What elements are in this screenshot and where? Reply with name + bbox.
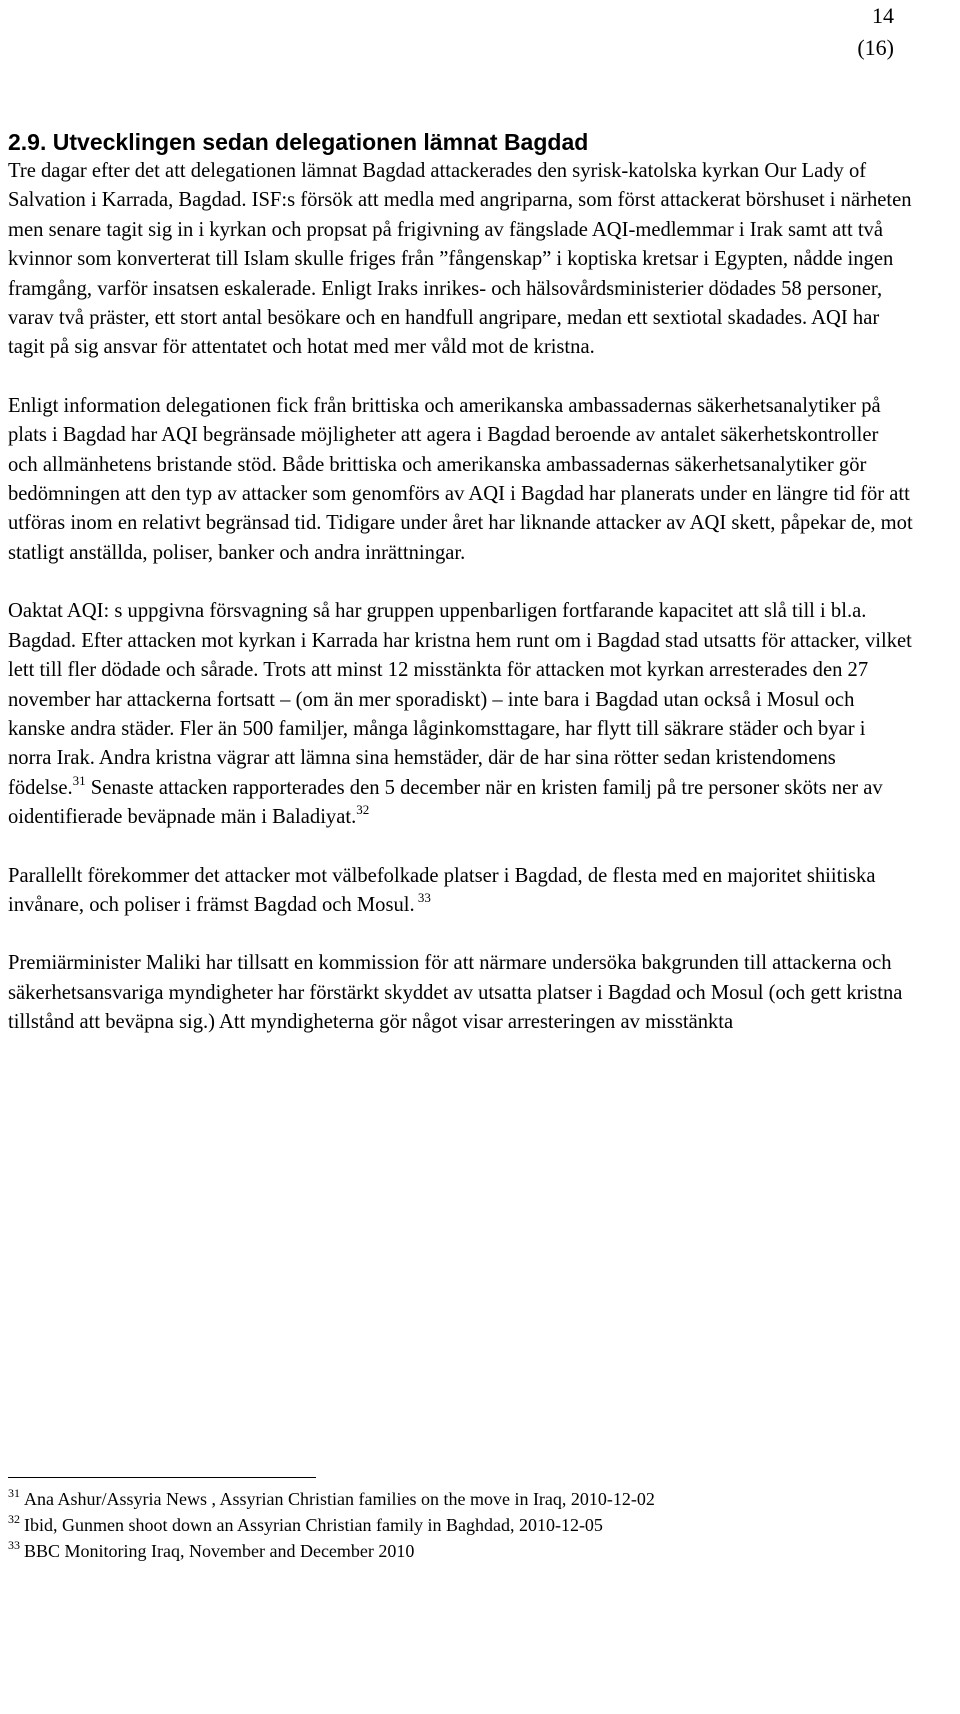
footnote-text: BBC Monitoring Iraq, November and December 2010 <box>24 1541 415 1561</box>
body-text <box>8 157 913 1067</box>
footnote-33 <box>8 1538 938 1564</box>
paragraph-aqi-capacity <box>8 597 913 832</box>
paragraph-parallel-attacks-text: Parallellt förekommer det attacker mot välbefolkade platser i Bagdad, de flesta med en majoritet shiitiska invånare, och poliser i främst Bagdad och Mosul. <box>8 864 876 916</box>
footnote-mark: 31 <box>8 1486 20 1500</box>
footnote-text: Ana Ashur/Assyria News , Assyrian Christian families on the move in Iraq, 2010-12-02 <box>24 1489 655 1509</box>
page-number-total: (16) <box>857 35 894 60</box>
page-number <box>857 0 894 64</box>
section-number: 2.9. <box>8 129 47 155</box>
paragraph-church-attack: Tre dagar efter det att delegationen lämnat Bagdad attackerades den syrisk-katolska kyrkan Our Lady of Salvation i Karrada, Bagdad. ISF:s försök att medla med angriparna, som först attackerat börshuset i närheten men senare tagit sig in i kyrkan och propsat på frigivning av fängslade AQI-medlemmar i Irak samt att två kvinnor som konverterat till Islam skulle friges från ”fångenskap” i koptiska kretsar i Egypten, nådde ingen framgång, varför insatsen eskalerade. Enligt Iraks inrikes- och hälsovårdsministerier dödades 58 personer, varav två präster, ett stort antal besökare och en handfull angripare, medan ett sextiotal skadades. AQI har tagit på sig ansvar för attentatet och hotat med mer våld mot de kristna. <box>8 160 912 359</box>
footnote-text: Ibid, Gunmen shoot down an Assyrian Christian family in Baghdad, 2010-12-05 <box>24 1515 603 1535</box>
footnote-ref-31[interactable]: 31 <box>72 772 86 788</box>
page-number-current: 14 <box>872 3 894 28</box>
paragraph-aqi-capacity-text-b: Senaste attacken rapporterades den 5 december när en kristen familj på tre personer sköts ner av oidentifierade beväpnade män i Baladiyat. <box>8 776 883 829</box>
paragraph-maliki-commission: Premiärminister Maliki har tillsatt en kommission för att närmare undersöka bakgrunden till attackerna och säkerhetsansvariga myndigheter har förstärkt skyddet av utsatta platser i Bagdad och Mosul (och gett kristna tillstånd att beväpna sig.) Att myndigheterna gör något visar arresteringen av misstänkta <box>8 952 903 1034</box>
paragraph-embassy-analysis: Enligt information delegationen fick från brittiska och amerikanska ambassadernas säkerhetsanalytiker på plats i Bagdad har AQI begränsade möjligheter att agera i Bagdad beroende av antalet säkerhetskontroller och allmänhetens bristande stöd. Både brittiska och amerikanska ambassadernas säkerhetsanalytiker gör bedömningen att den typ av attacker som genomförs av AQI i Bagdad har planerats under en längre tid för att utföras inom en relativt begränsad tid. Tidigare under året har liknande attacker av AQI skett, påpekar de, mot statligt anställda, poliser, banker och andra inrättningar. <box>8 394 913 564</box>
footnote-32 <box>8 1512 938 1538</box>
section-title: Utvecklingen sedan delegationen lämnat Bagdad <box>52 129 589 155</box>
footnote-ref-33[interactable]: 33 <box>414 889 431 905</box>
footnotes <box>8 1486 938 1564</box>
footnote-ref-32[interactable]: 32 <box>356 802 370 818</box>
section-heading <box>8 128 908 156</box>
footnote-separator <box>8 1477 316 1478</box>
footnote-31 <box>8 1486 938 1512</box>
footnote-mark: 32 <box>8 1512 20 1526</box>
paragraph-parallel-attacks <box>8 862 913 921</box>
footnote-mark: 33 <box>8 1538 20 1552</box>
paragraph-aqi-capacity-text-a: Oaktat AQI: s uppgivna försvagning så har gruppen uppenbarligen fortfarande kapacitet att slå till i bl.a. Bagdad. Efter attacken mot kyrkan i Karrada har kristna hem runt om i Bagdad stad utsatts för attacker, vilket lett till fler dödade och sårade. Trots att minst 12 misstänkta för attacken mot kyrkan arresterades den 27 november har attackerna fortsatt – (om än mer sporadiskt) – inte bara i Bagdad utan också i Mosul och kanske andra städer. Fler än 500 familjer, många låginkomsttagare, har flytt till säkrare städer och byar i norra Irak. Andra kristna vägrar att lämna sina hemstäder, där de har sina rötter sedan kristendomens födelse. <box>8 600 912 799</box>
